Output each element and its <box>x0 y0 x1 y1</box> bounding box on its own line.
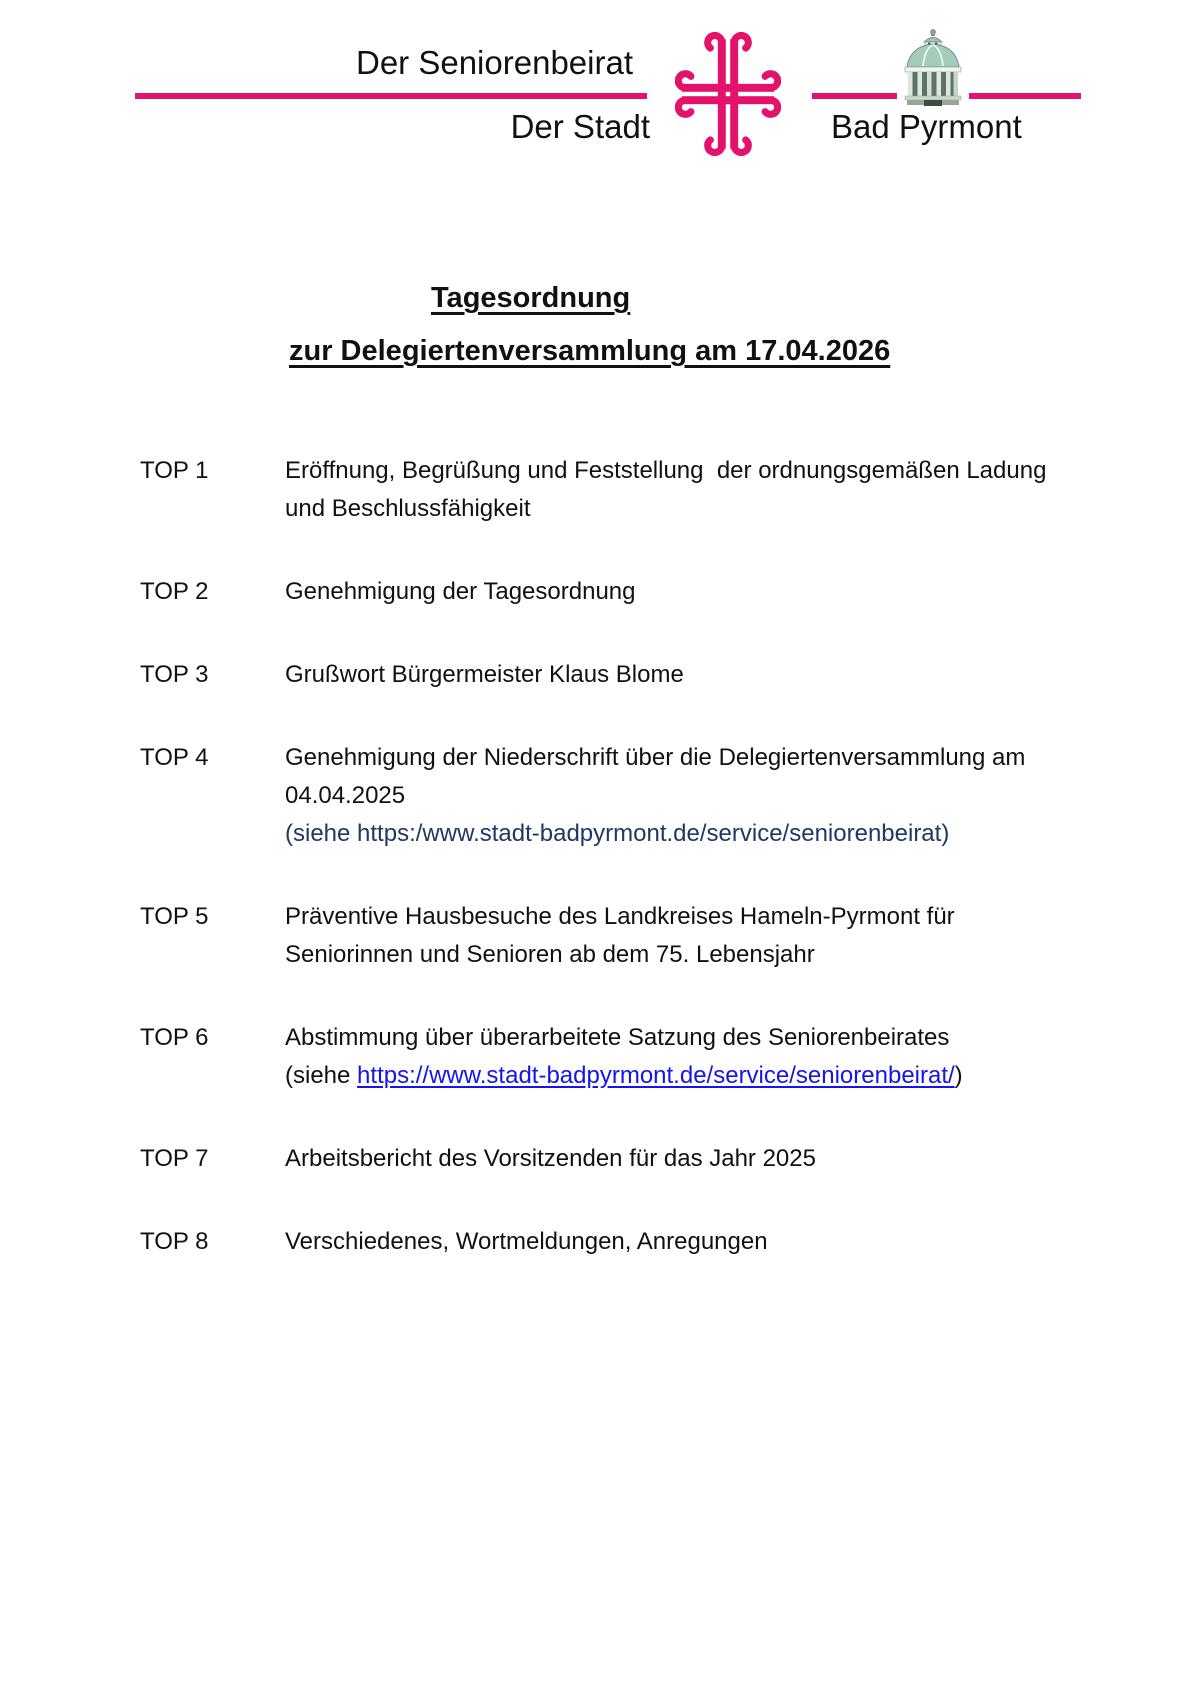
agenda-item-label: TOP 1 <box>140 457 209 484</box>
agenda-item-text <box>285 452 1190 528</box>
city-name: Bad Pyrmont <box>831 108 1022 145</box>
agenda-line: Seniorinnen und Senioren ab dem 75. Lebensjahr <box>285 941 815 968</box>
agenda-list <box>0 452 1190 1306</box>
agenda-item-label: TOP 7 <box>140 1145 209 1172</box>
agenda-item-text <box>285 1223 1190 1261</box>
org-name-line2: Der Stadt <box>510 108 650 145</box>
agenda-line: Verschiedenes, Wortmeldungen, Anregungen <box>285 1228 768 1255</box>
agenda-line: 04.04.2025 <box>285 782 406 809</box>
agenda-line: Abstimmung über überarbeitete Satzung des Seniorenbeirates <box>285 1024 950 1051</box>
agenda-line: und Beschlussfähigkeit <box>285 495 531 522</box>
agenda-line: Präventive Hausbesuche des Landkreises Hameln-Pyrmont für <box>285 903 955 930</box>
agenda-line: Grußwort Bürgermeister Klaus Blome <box>285 661 684 688</box>
agenda-item-text <box>285 656 1190 694</box>
agenda-item-text <box>285 739 1190 853</box>
pyrmont-cross-icon <box>675 30 781 158</box>
temple-pavilion-icon <box>897 29 969 107</box>
agenda-item <box>0 452 1190 528</box>
agenda-item-label: TOP 8 <box>140 1228 209 1255</box>
agenda-item-text <box>285 573 1190 611</box>
agenda-item <box>0 573 1190 611</box>
agenda-link-line <box>285 1057 1190 1095</box>
agenda-line: Arbeitsbericht des Vorsitzenden für das Jahr 2025 <box>285 1145 816 1172</box>
agenda-item <box>0 656 1190 694</box>
agenda-note-line: (siehe https:/www.stadt-badpyrmont.de/service/seniorenbeirat) <box>285 820 950 847</box>
agenda-item-label: TOP 2 <box>140 578 209 605</box>
agenda-item <box>0 1223 1190 1261</box>
org-name-line1: Der Seniorenbeirat <box>356 44 633 81</box>
agenda-hyperlink[interactable]: https://www.stadt-badpyrmont.de/service/seniorenbeirat/ <box>357 1062 955 1089</box>
agenda-item <box>0 898 1190 974</box>
agenda-line: Genehmigung der Niederschrift über die Delegiertenversammlung am <box>285 744 1026 771</box>
agenda-item <box>0 1140 1190 1178</box>
link-prefix: (siehe <box>285 1062 358 1089</box>
agenda-line: Genehmigung der Tagesordnung <box>285 578 636 605</box>
agenda-item-text <box>285 1140 1190 1178</box>
agenda-item <box>0 1019 1190 1095</box>
agenda-item-text <box>285 898 1190 974</box>
agenda-item <box>0 739 1190 853</box>
link-suffix: ) <box>954 1062 963 1089</box>
page-title: Tagesordnung <box>431 282 631 314</box>
page-subtitle: zur Delegiertenversammlung am 17.04.2026 <box>289 335 891 367</box>
agenda-item-label: TOP 4 <box>140 744 209 771</box>
agenda-item-label: TOP 3 <box>140 661 209 688</box>
agenda-item-label: TOP 5 <box>140 903 209 930</box>
agenda-line: Eröffnung, Begrüßung und Feststellung der ordnungsgemäßen Ladung <box>285 457 1047 484</box>
agenda-item-label: TOP 6 <box>140 1024 209 1051</box>
agenda-item-text <box>285 1019 1190 1095</box>
header-rule-left <box>135 93 647 99</box>
